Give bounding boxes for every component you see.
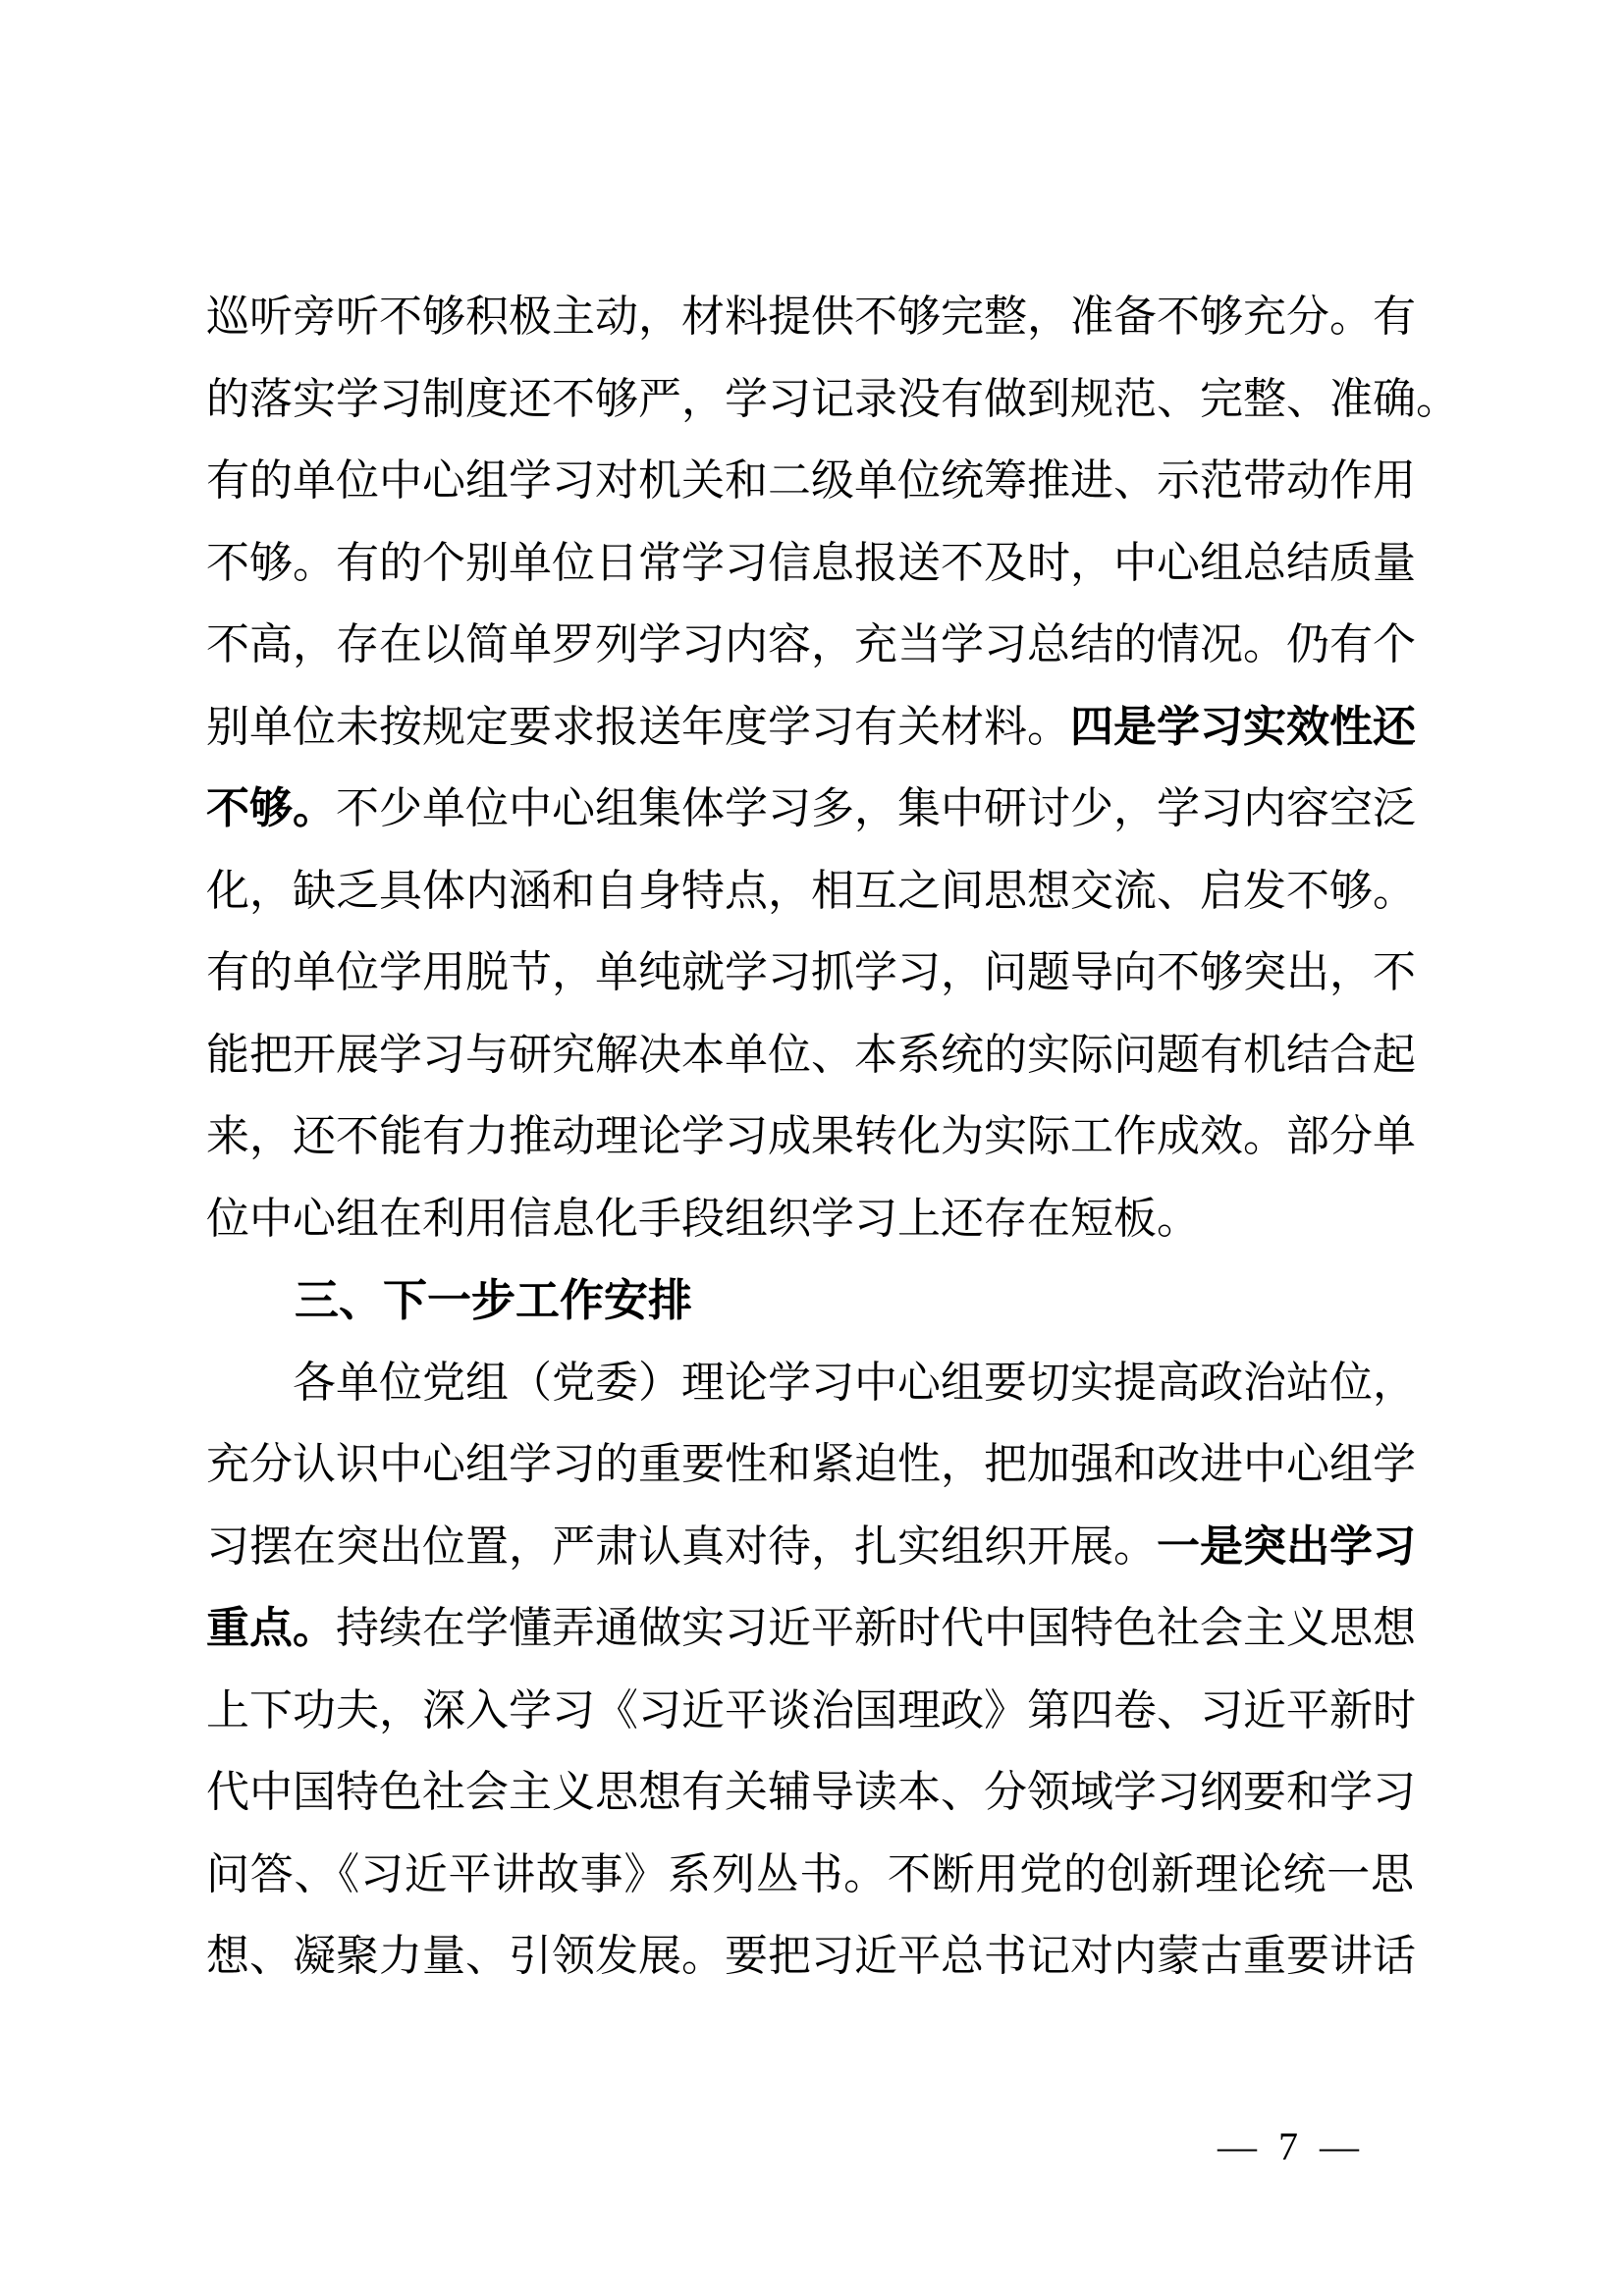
section-heading: 三、下一步工作安排 [295, 1275, 693, 1325]
text-line [206, 1095, 1414, 1178]
text-line [206, 1423, 1414, 1506]
text-line [206, 768, 1414, 850]
text-line [206, 1178, 1414, 1260]
text-segment: 有的单位学用脱节，单纯就学习抓学习，问题导向不够突出，不 [206, 948, 1416, 996]
text-segment: 持续在学懂弄通做实习近平新时代中国特色社会主义思想 [336, 1604, 1416, 1652]
text-line [206, 1670, 1414, 1752]
text-line [206, 1751, 1414, 1834]
bold-text-segment: 不够。 [206, 784, 336, 832]
text-segment: 别单位未按规定要求报送年度学习有关材料。 [206, 702, 1070, 751]
text-segment: 能把开展学习与研究解决本单位、本系统的实际问题有机结合起 [206, 1030, 1416, 1079]
text-line [206, 932, 1414, 1014]
bold-text-segment: 四是学习实效性还 [1070, 702, 1416, 751]
text-segment: 不高，存在以简单罗列学习内容，充当学习总结的情况。仍有个 [206, 620, 1416, 668]
text-segment: 来，还不能有力推动理论学习成果转化为实际工作成效。部分单 [206, 1112, 1416, 1160]
text-segment: 不少单位中心组集体学习多，集中研讨少，学习内容空泛 [336, 784, 1416, 832]
text-segment: 有的单位中心组学习对机关和二级单位统筹推进、示范带动作用 [206, 456, 1416, 505]
text-line [206, 276, 1414, 358]
text-segment: 充分认识中心组学习的重要性和紧迫性，把加强和改进中心组学 [206, 1440, 1416, 1488]
text-segment: 的落实学习制度还不够严，学习记录没有做到规范、完整、准确。 [206, 374, 1459, 423]
bold-text-segment: 一是突出学习 [1157, 1522, 1416, 1571]
text-segment: 各单位党组（党委）理论学习中心组要切实提高政治站位， [293, 1358, 1416, 1407]
text-line [206, 1915, 1414, 1998]
text-line [206, 850, 1414, 933]
text-segment: 化，缺乏具体内涵和自身特点，相互之间思想交流、启发不够。 [206, 866, 1416, 915]
text-line [206, 686, 1414, 769]
text-line [206, 522, 1414, 605]
text-segment: 问答、《习近平讲故事》系列丛书。不断用党的创新理论统一思 [206, 1849, 1414, 1898]
text-line [206, 1587, 1414, 1670]
text-segment: 想、凝聚力量、引领发展。要把习近平总书记对内蒙古重要讲话 [206, 1932, 1416, 1980]
bold-text-segment: 重点。 [206, 1604, 336, 1652]
text-segment: 习摆在突出位置，严肃认真对待，扎实组织开展。 [206, 1522, 1157, 1571]
text-line [206, 1014, 1414, 1096]
text-line [206, 604, 1414, 686]
text-segment: 不够。有的个别单位日常学习信息报送不及时，中心组总结质量 [206, 538, 1416, 587]
page-number: — 7 — [1218, 2124, 1365, 2168]
text-segment: 巡听旁听不够积极主动，材料提供不够完整，准备不够充分。有 [206, 293, 1416, 341]
text-segment: 上下功夫，深入学习《习近平谈治国理政》第四卷、习近平新时 [206, 1685, 1416, 1735]
text-line [206, 1834, 1414, 1916]
text-segment: 位中心组在利用信息化手段组织学习上还存在短板。 [206, 1194, 1200, 1243]
text-segment: 代中国特色社会主义思想有关辅导读本、分领域学习纲要和学习 [206, 1768, 1416, 1816]
text-line [206, 1506, 1414, 1588]
document-body [206, 276, 1459, 1998]
text-line [206, 1342, 1414, 1424]
text-line [206, 358, 1459, 441]
text-line [206, 440, 1414, 522]
